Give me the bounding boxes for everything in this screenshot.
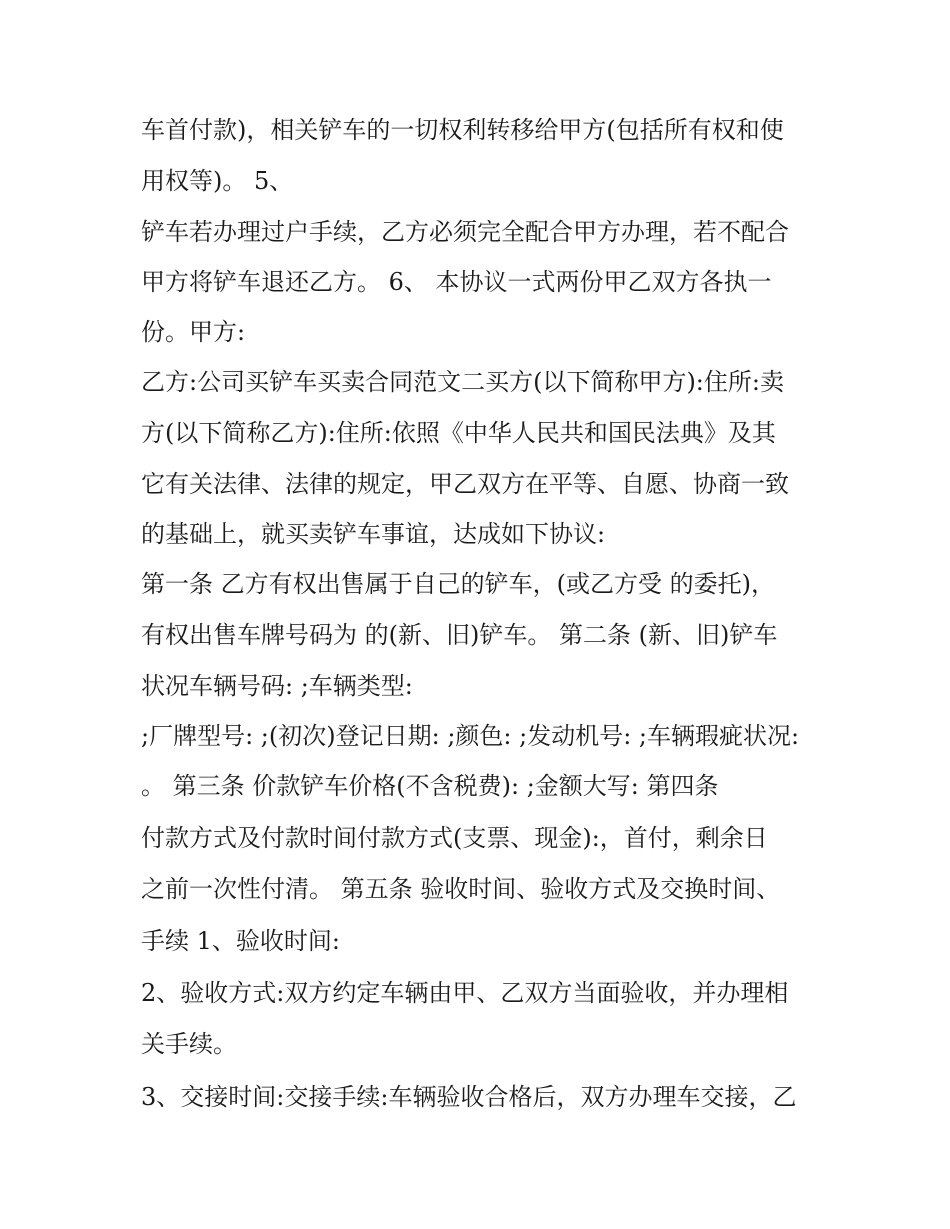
text-line: 有权出售车牌号码为 的(新、旧)铲车。 第二条 (新、旧)铲车	[141, 621, 778, 649]
text-line: 的基础上，就买卖铲车事谊，达成如下协议:	[141, 520, 606, 548]
text-line: 2、验收方式:双方约定车辆由甲、乙双方当面验收，并办理相	[141, 979, 789, 1007]
text-line: 份。甲方:	[141, 318, 246, 346]
text-line: 3、交接时间:交接手续:车辆验收合格后，双方办理车交接，乙	[141, 1083, 797, 1111]
text-line: 第一条 乙方有权出售属于自己的铲车，(或乙方受 的委托)，	[141, 570, 775, 598]
text-line: 它有关法律、法律的规定，甲乙双方在平等、自愿、协商一致	[141, 470, 789, 498]
text-line: 车首付款)，相关铲车的一切权利转移给甲方(包括所有权和使	[141, 116, 784, 144]
text-line: 甲方将铲车退还乙方。 6、 本协议一式两份甲乙双方各执一	[141, 268, 772, 296]
text-line: 状况车辆号码: ;车辆类型:	[141, 672, 413, 700]
text-line: 之前一次性付清。 第五条 验收时间、验收方式及交换时间、	[141, 875, 781, 903]
text-line: 方(以下简称乙方):住所:依照《中华人民共和国民法典》及其	[141, 419, 776, 447]
text-line: 手续 1、验收时间:	[141, 927, 340, 955]
text-line: 用权等)。 5、	[141, 167, 294, 195]
text-line: 关手续。	[141, 1030, 237, 1058]
text-line: 铲车若办理过户手续，乙方必须完全配合甲方办理，若不配合	[141, 218, 789, 246]
text-line: 付款方式及付款时间付款方式(支票、现金):，首付，剩余日	[141, 824, 768, 852]
text-line: 。 第三条 价款铲车价格(不含税费): ;金额大写: 第四条	[141, 772, 719, 800]
text-line: ;厂牌型号: ;(初次)登记日期: ;颜色: ;发动机号: ;车辆瑕疵状况:	[141, 722, 800, 750]
text-line: 乙方:公司买铲车买卖合同范文二买方(以下简称甲方):住所:卖	[141, 368, 784, 396]
